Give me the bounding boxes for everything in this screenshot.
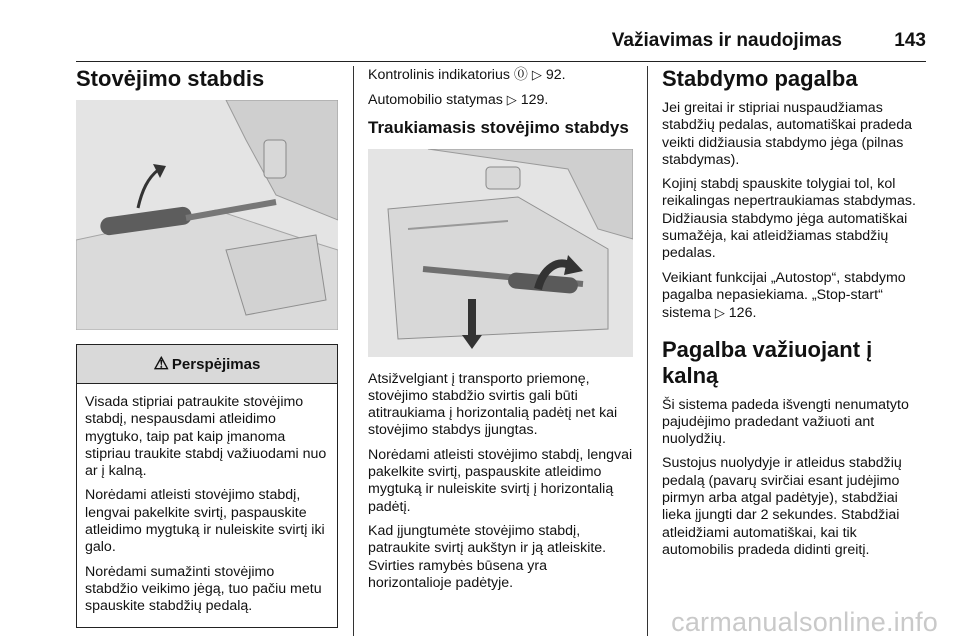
warning-body bbox=[77, 384, 337, 627]
warning-paragraph: Visada stipriai patraukite stovėjimo stabdį, nespausdami atleidimo mygtuko, taip pat kaip įmanoma stipriau traukite stabdį važiuodami nuo ar į kalną. bbox=[85, 394, 327, 480]
body-paragraph: Veikiant funkcijai „Autostop“, stabdymo pagalba nepasiekiama. „Stop-start“ sistema ▷ 126. bbox=[662, 269, 906, 322]
retractable-brake-illustration bbox=[368, 149, 633, 357]
warning-box bbox=[76, 344, 338, 628]
body-paragraph: Kojinį stabdį spauskite tolygiai tol, kol reikalingas nepertraukiamas stabdymas. Didžiausia stabdymo jėga automatiškai sumažėja, kai atleidžiamas stabdžių pedalas. bbox=[662, 176, 916, 262]
body-paragraph: Kad įjungtumėte stovėjimo stabdį, patraukite svirtį aukštyn ir ją atleiskite. Svirties ramybės būsena yra horizontalioje padėtyje. bbox=[368, 522, 607, 591]
page-number: 143 bbox=[894, 30, 926, 51]
column-1 bbox=[76, 66, 338, 628]
column-divider bbox=[353, 66, 354, 636]
brake-indicator-icon: ⓪ bbox=[513, 66, 528, 82]
header-rule bbox=[76, 61, 926, 62]
page-ref-arrow-icon: ▷ bbox=[714, 305, 725, 321]
body-paragraph: Atsižvelgiant į transporto priemonę, stovėjimo stabdžio svirtis gali būti atitraukiama į horizontalią padėtį net kai stovėjimo stabdys įjungtas. bbox=[368, 370, 618, 439]
column-2 bbox=[368, 66, 633, 599]
section-heading: Pagalba važiuojant į kalną bbox=[662, 336, 873, 388]
page-header bbox=[76, 26, 926, 62]
body-paragraph: Norėdami atleisti stovėjimo stabdį, lengvai pakelkite svirtį, paspauskite atleidimo mygtuką ir nuleiskite svirtį į horizontalią padėtį. bbox=[368, 446, 633, 515]
watermark: carmanualsonline.info bbox=[671, 607, 938, 637]
section-heading: Stovėjimo stabdis bbox=[76, 66, 265, 91]
chapter-title: Važiavimas ir naudojimas bbox=[611, 30, 842, 51]
column-3 bbox=[662, 66, 928, 566]
warning-paragraph: Norėdami sumažinti stovėjimo stabdžio veikimo jėgą, tuo pačiu metu spauskite stabdžių pedalą. bbox=[85, 563, 322, 615]
warning-title: Perspėjimas bbox=[171, 355, 261, 373]
page-ref[interactable]: 126. bbox=[728, 305, 757, 322]
page-ref-arrow-icon: ▷ bbox=[506, 92, 517, 108]
body-paragraph: Jei greitai ir stipriai nuspaudžiamas stabdžių pedalas, automatiškai pradeda veikti didžiausia stabdymo jėga (pilnas stabdymas). bbox=[662, 100, 913, 168]
body-paragraph: Sustojus nuolydyje ir atleidus stabdžių pedalą (pavarų svirčiai esant judėjimo pirmyn arba atgal padėtyje), stabdžiai lieka įjungti dar 2 sekundes. Stabdžiai atleidžiami automatiškai, kai tik automobilis pradeda didinti greitį. bbox=[662, 455, 902, 558]
section-heading: Stabdymo pagalba bbox=[662, 66, 858, 91]
subsection-heading: Traukiamasis stovėjimo stabdys bbox=[368, 117, 629, 137]
parking-brake-illustration bbox=[76, 100, 338, 330]
warning-paragraph: Norėdami atleisti stovėjimo stabdį, lengvai pakelkite svirtį, paspauskite atleidimo mygtuką ir nuleiskite svirtį iki galo. bbox=[85, 487, 325, 556]
indicator-reference: Kontrolinis indikatorius ⓪ ▷ 92. bbox=[368, 66, 566, 83]
warning-triangle-icon: ⚠ bbox=[153, 354, 169, 373]
body-paragraph: Ši sistema padeda išvengti nenumatyto pajudėjimo pradedant važiuoti ant nuolydžių. bbox=[662, 396, 909, 448]
page-ref[interactable]: 92. bbox=[545, 67, 566, 83]
parking-reference: Automobilio statymas ▷ 129. bbox=[368, 92, 549, 109]
warning-header bbox=[77, 345, 337, 384]
page-ref[interactable]: 129. bbox=[520, 92, 549, 109]
column-divider bbox=[647, 66, 648, 636]
page-ref-arrow-icon: ▷ bbox=[531, 67, 542, 82]
